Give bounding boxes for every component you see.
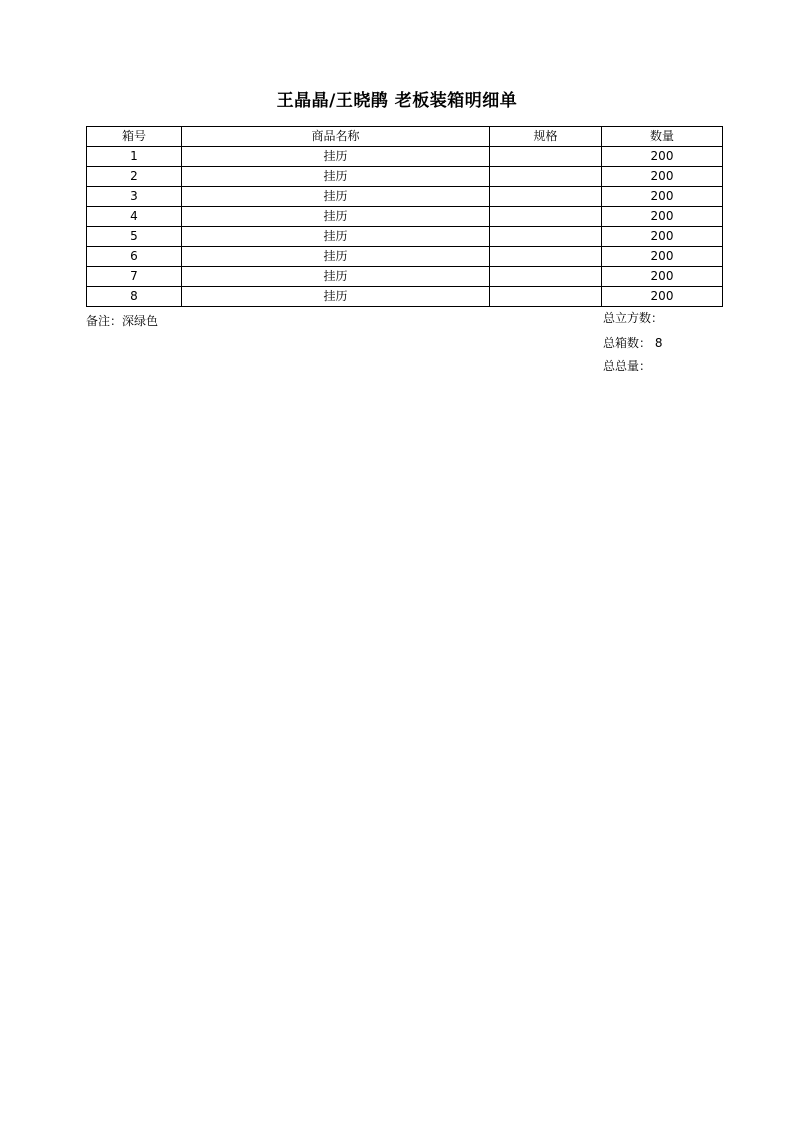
cell-product-name: 挂历: [182, 147, 490, 167]
cell-quantity: 200: [602, 267, 723, 287]
cell-quantity: 200: [602, 287, 723, 307]
cell-box-number: 3: [87, 187, 182, 207]
cell-specification: [490, 227, 602, 247]
cell-quantity: 200: [602, 147, 723, 167]
table-row: [87, 187, 723, 207]
table-row: [87, 147, 723, 167]
cell-quantity: 200: [602, 187, 723, 207]
header-product-name: 商品名称: [182, 127, 490, 147]
cell-product-name: 挂历: [182, 267, 490, 287]
table-row: [87, 267, 723, 287]
table-header-row: [87, 127, 723, 147]
cell-specification: [490, 247, 602, 267]
document-title: 王晶晶/王晓鹃 老板装箱明细单: [276, 91, 518, 111]
cell-box-number: 1: [87, 147, 182, 167]
cell-quantity: 200: [602, 207, 723, 227]
table-row: [87, 227, 723, 247]
table-row: [87, 207, 723, 227]
total-boxes-label: 总箱数： 8: [603, 336, 663, 350]
cell-product-name: 挂历: [182, 167, 490, 187]
cell-specification: [490, 207, 602, 227]
table-row: [87, 247, 723, 267]
cell-product-name: 挂历: [182, 227, 490, 247]
cell-product-name: 挂历: [182, 247, 490, 267]
total-volume-label: 总立方数：: [603, 311, 664, 325]
header-quantity: 数量: [602, 127, 723, 147]
header-specification: 规格: [490, 127, 602, 147]
header-box-number: 箱号: [87, 127, 182, 147]
cell-quantity: 200: [602, 167, 723, 187]
cell-product-name: 挂历: [182, 207, 490, 227]
cell-box-number: 2: [87, 167, 182, 187]
cell-quantity: 200: [602, 247, 723, 267]
cell-specification: [490, 187, 602, 207]
cell-box-number: 5: [87, 227, 182, 247]
table-row: [87, 287, 723, 307]
cell-product-name: 挂历: [182, 287, 490, 307]
cell-box-number: 7: [87, 267, 182, 287]
cell-product-name: 挂历: [182, 187, 490, 207]
cell-specification: [490, 167, 602, 187]
table-row: [87, 167, 723, 187]
total-weight-label: 总总量：: [603, 359, 652, 373]
cell-specification: [490, 267, 602, 287]
cell-box-number: 4: [87, 207, 182, 227]
cell-box-number: 8: [87, 287, 182, 307]
cell-specification: [490, 147, 602, 167]
cell-box-number: 6: [87, 247, 182, 267]
packing-list-table: [86, 126, 723, 307]
remarks-note: 备注：深绿色: [86, 314, 159, 328]
cell-quantity: 200: [602, 227, 723, 247]
cell-specification: [490, 287, 602, 307]
